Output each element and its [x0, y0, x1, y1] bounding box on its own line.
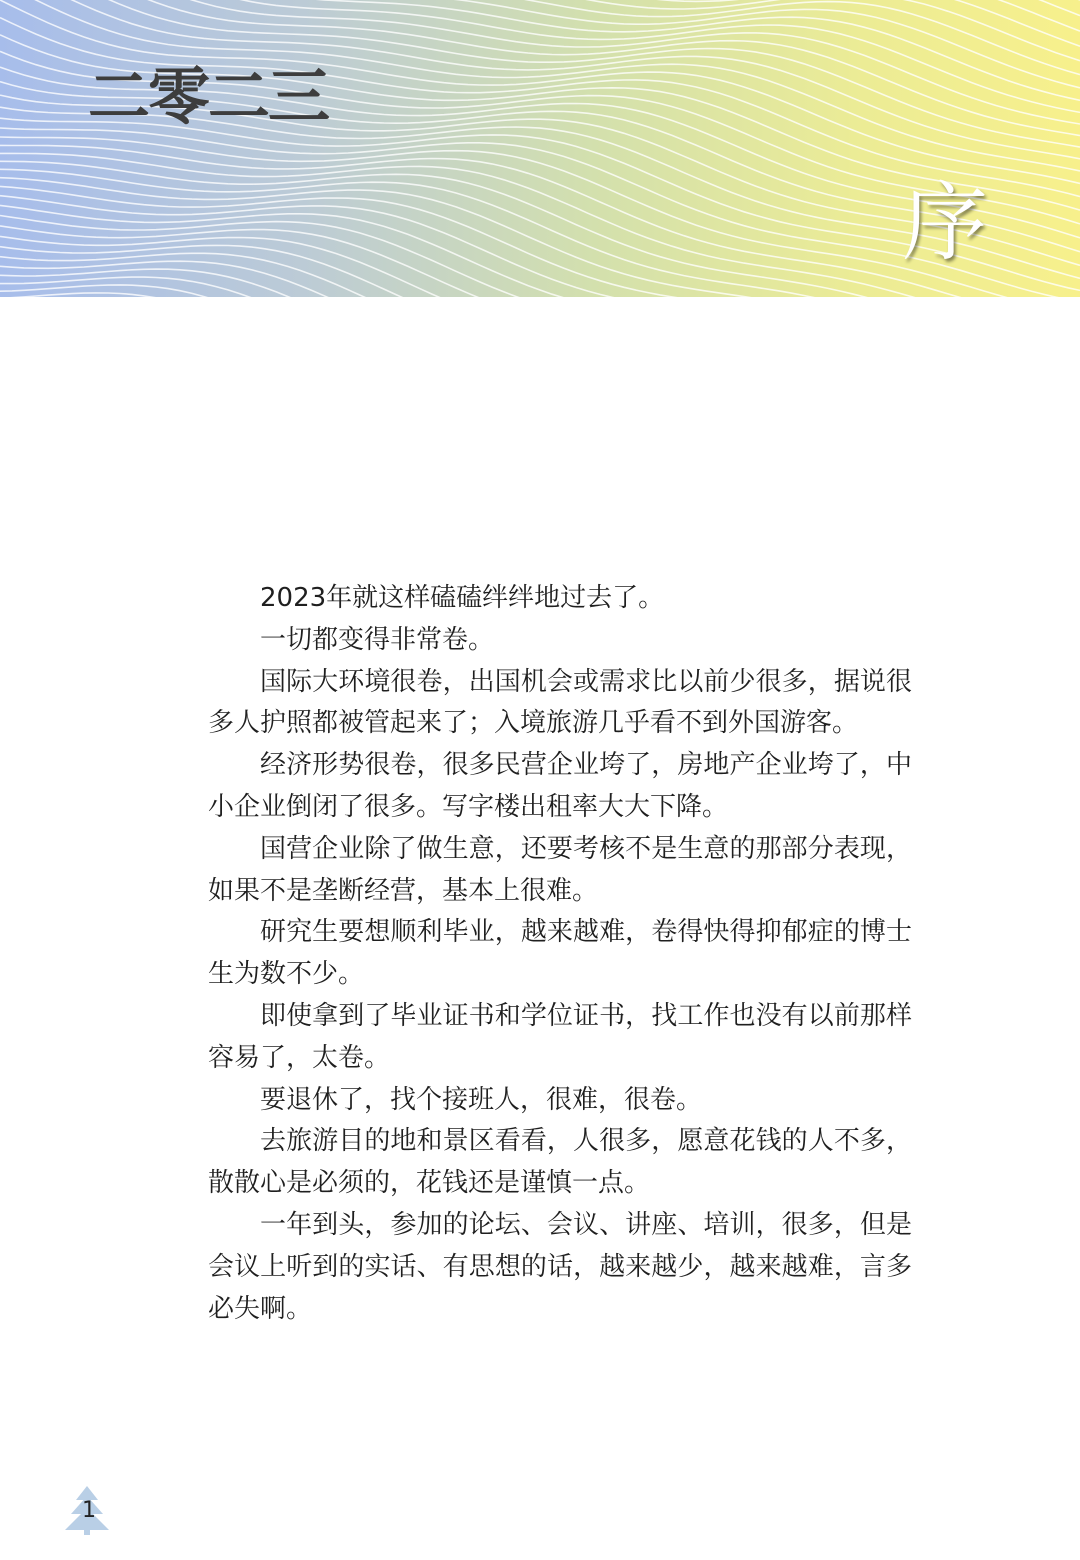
- paragraph: 去旅游目的地和景区看看，人很多，愿意花钱的人不多，散散心是必须的，花钱还是谨慎一点。: [208, 1126, 912, 1199]
- wave-line: [0, 285, 1080, 297]
- paragraph: 一年到头，参加的论坛、会议、讲座、培训，很多，但是会议上听到的实话、有思想的话，越来越少，越来越难，言多必失啊。: [208, 1209, 912, 1324]
- page-number: 1: [82, 1498, 96, 1523]
- paragraph: 要退休了，找个接班人，很难，很卷。: [260, 1084, 703, 1115]
- paragraph: 2023年就这样磕磕绊绊地过去了。: [260, 583, 665, 613]
- paragraph: 即使拿到了毕业证书和学位证书，找工作也没有以前那样容易了，太卷。: [208, 1000, 912, 1073]
- wave-line: [0, 293, 1080, 297]
- body-text: [208, 578, 912, 1330]
- paragraph: 研究生要想顺利毕业，越来越难，卷得快得抑郁症的博士生为数不少。: [208, 917, 912, 990]
- paragraph: 一切都变得非常卷。: [260, 624, 495, 655]
- header-banner: [0, 0, 1080, 297]
- page-title: 二零二三: [88, 60, 329, 133]
- paragraph: 经济形势很卷，很多民营企业垮了，房地产企业垮了，中小企业倒闭了很多。写字楼出租率大大下降。: [208, 750, 912, 822]
- wave-line: [0, 269, 1080, 297]
- paragraph: 国营企业除了做生意，还要考核不是生意的那部分表现，如果不是垄断经营，基本上很难。: [208, 833, 912, 906]
- paragraph: 国际大环境很卷，出国机会或需求比以前少很多，据说很多人护照都被管起来了；入境旅游几乎看不到外国游客。: [208, 666, 912, 739]
- section-title: 序: [902, 173, 988, 273]
- page-footer: [62, 1484, 112, 1536]
- wave-line: [0, 0, 1080, 46]
